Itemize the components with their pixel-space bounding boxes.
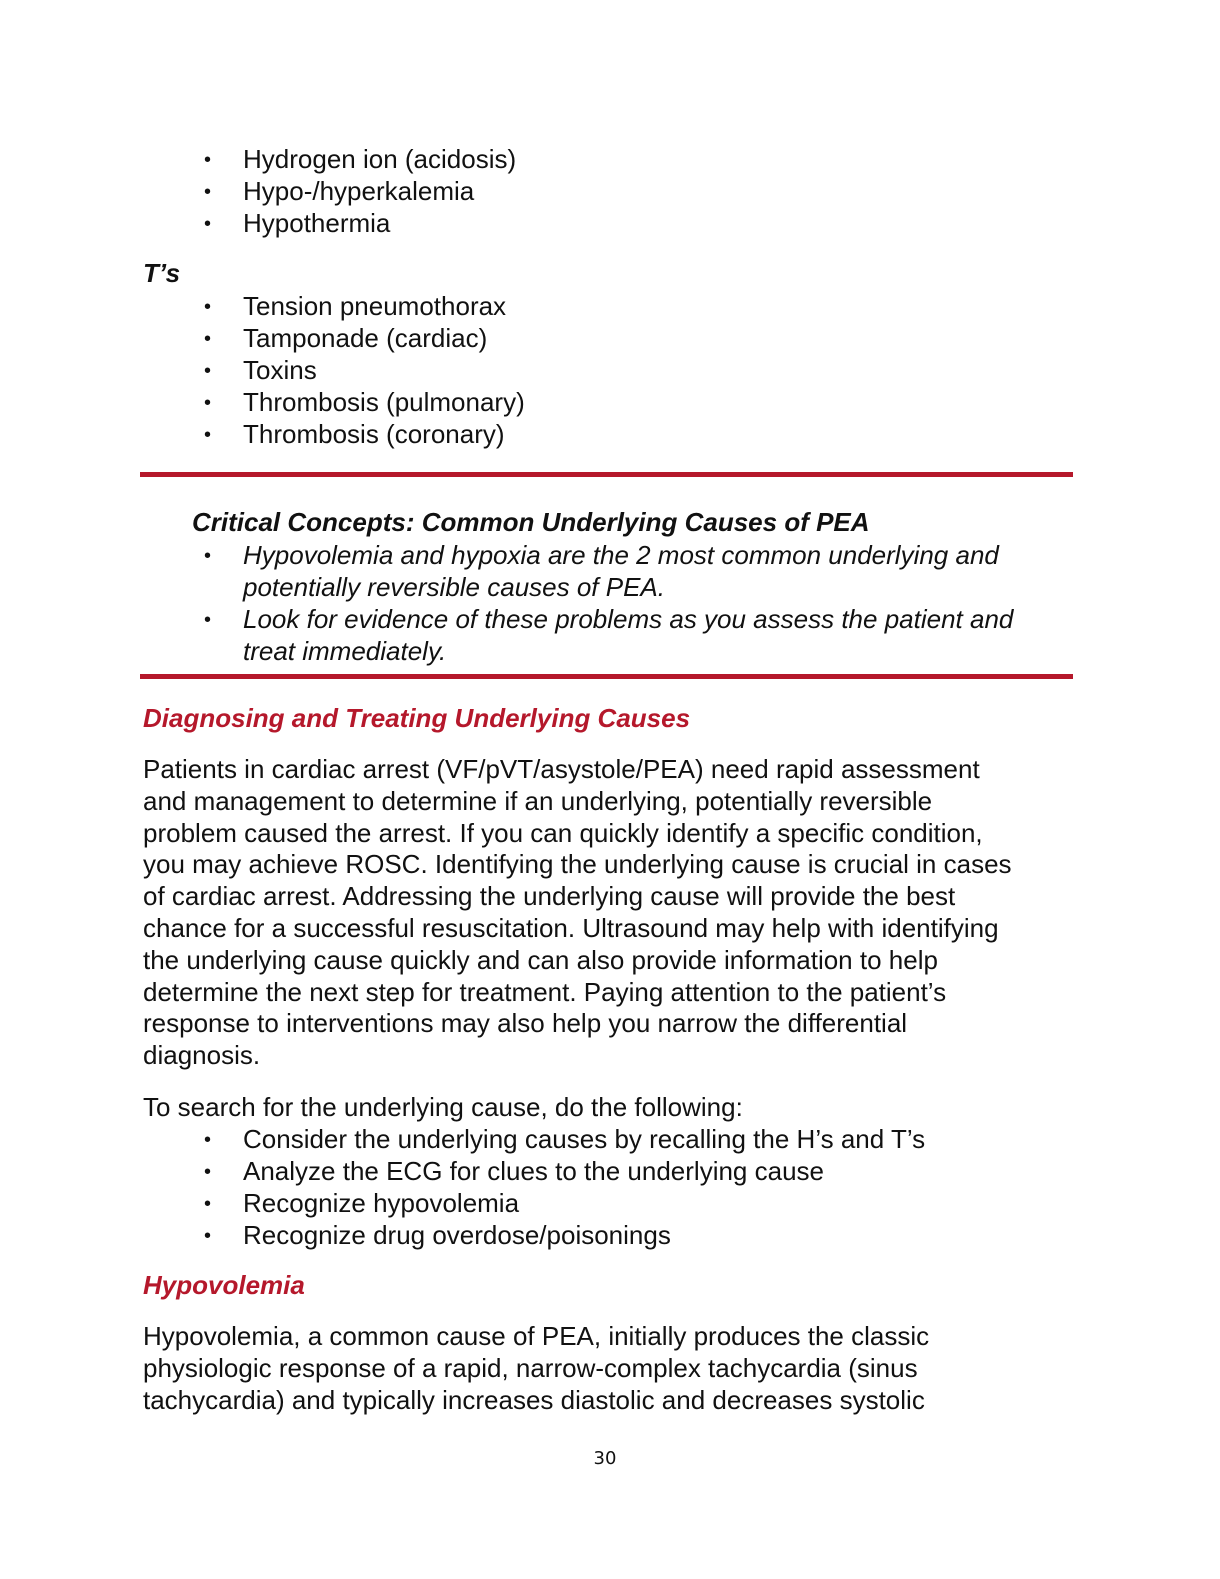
callout-item-line: Look for evidence of these problems as you assess the patient and — [243, 604, 1014, 634]
list-item: Consider the underlying causes by recalling the H’s and T’s — [243, 1124, 926, 1154]
list-item: Analyze the ECG for clues to the underlying cause — [243, 1156, 824, 1186]
paragraph-line: determine the next step for treatment. Paying attention to the patient’s — [143, 976, 947, 1007]
bullet-icon: • — [204, 392, 212, 414]
list-item: Recognize drug overdose/poisonings — [243, 1220, 671, 1250]
bullet-icon: • — [204, 149, 212, 171]
ts-heading: T’s — [143, 258, 181, 288]
list-item: Recognize hypovolemia — [243, 1188, 520, 1218]
bullet-icon: • — [204, 1161, 212, 1183]
bullet-icon: • — [204, 328, 212, 350]
list-item: Toxins — [243, 355, 317, 385]
section-heading-diagnosing: Diagnosing and Treating Underlying Causes — [143, 703, 691, 733]
callout-item-line: Hypovolemia and hypoxia are the 2 most common underlying and — [243, 540, 999, 570]
bullet-icon: • — [204, 296, 212, 318]
bullet-icon: • — [204, 1193, 212, 1215]
callout-top-rule — [140, 472, 1073, 477]
critical-concepts-title: Critical Concepts: Common Underlying Causes of PEA — [192, 507, 870, 537]
paragraph-line: problem caused the arrest. If you can quickly identify a specific condition, — [143, 817, 983, 848]
list-item: Tension pneumothorax — [243, 291, 507, 321]
section-heading-hypovolemia: Hypovolemia — [143, 1270, 305, 1300]
list-item: Thrombosis (coronary) — [243, 419, 505, 449]
bullet-icon: • — [204, 360, 212, 382]
paragraph-line: tachycardia) and typically increases diastolic and decreases systolic — [143, 1384, 925, 1415]
bullet-icon: • — [204, 181, 212, 203]
paragraph-line: Patients in cardiac arrest (VF/pVT/asystole/PEA) need rapid assessment — [143, 754, 980, 784]
bullet-icon: • — [204, 545, 212, 567]
hypovolemia-paragraph — [143, 1321, 1083, 1416]
paragraph-line: physiologic response of a rapid, narrow-complex tachycardia (sinus — [143, 1352, 918, 1383]
paragraph-line: and management to determine if an underlying, potentially reversible — [143, 785, 933, 816]
list-item: Tamponade (cardiac) — [243, 323, 488, 353]
bullet-icon: • — [204, 1225, 212, 1247]
list-item: Hypothermia — [243, 208, 391, 238]
search-intro: To search for the underlying cause, do the following: — [143, 1092, 743, 1122]
bullet-icon: • — [204, 609, 212, 631]
bullet-icon: • — [204, 424, 212, 446]
bullet-icon: • — [204, 213, 212, 235]
list-item: Hydrogen ion (acidosis) — [243, 144, 517, 174]
paragraph-line: Hypovolemia, a common cause of PEA, initially produces the classic — [143, 1321, 930, 1351]
page-number: 30 — [593, 1448, 617, 1469]
paragraph-line: diagnosis. — [143, 1040, 261, 1071]
paragraph-line: of cardiac arrest. Addressing the underlying cause will provide the best — [143, 881, 956, 912]
list-item: Hypo-/hyperkalemia — [243, 176, 475, 206]
diagnosing-paragraph — [143, 754, 1083, 1072]
paragraph-line: the underlying cause quickly and can also provide information to help — [143, 944, 938, 975]
paragraph-line: response to interventions may also help you narrow the differential — [143, 1008, 908, 1039]
callout-item-line: treat immediately. — [243, 636, 447, 666]
callout-bottom-rule — [140, 674, 1073, 679]
bullet-icon: • — [204, 1129, 212, 1151]
callout-item-line: potentially reversible causes of PEA. — [243, 572, 665, 602]
list-item: Thrombosis (pulmonary) — [243, 387, 525, 417]
paragraph-line: chance for a successful resuscitation. Ultrasound may help with identifying — [143, 912, 999, 943]
paragraph-line: you may achieve ROSC. Identifying the underlying cause is crucial in cases — [143, 849, 1012, 880]
